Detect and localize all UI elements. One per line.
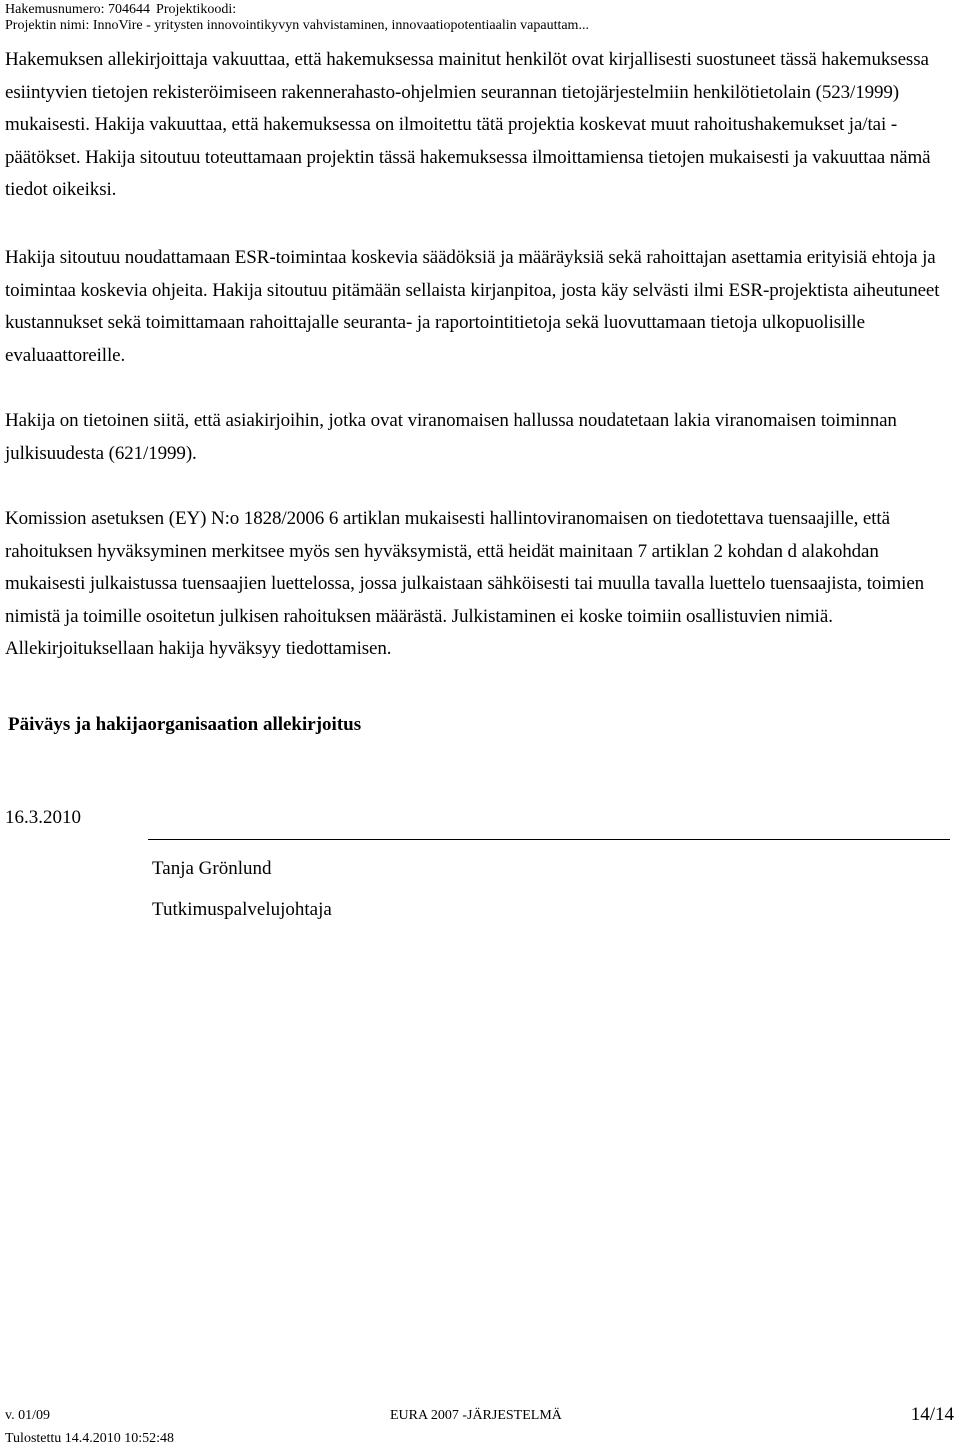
header-line-1	[5, 2, 589, 18]
project-code: Projektikoodi:	[156, 2, 237, 17]
footer-system-name: EURA 2007 -JÄRJESTELMÄ	[390, 1408, 562, 1423]
document-header	[5, 2, 589, 34]
signatory-title: Tutkimuspalvelujohtaja	[152, 899, 332, 920]
page-number: 14/14	[910, 1404, 954, 1425]
paragraph-consent: Hakemuksen allekirjoittaja vakuuttaa, että hakemuksessa mainitut henkilöt ovat kirjallisesti suostuneet tässä hakemuksessa esiintyvien tietojen rekisteröimiseen rakennerahasto-ohjelmien seurannan tietojärjestelmiin henkilötietolain (523/1999) mukaisesti. Hakija vakuuttaa, että hakemuksessa on ilmoitettu tätä projektia koskevat muut rahoitushakemukset ja/tai -päätökset. Hakija sitoutuu toteuttamaan projektin tässä hakemuksessa ilmoittamiensa tietojen mukaisesti ja vakuuttaa nämä tiedot oikeiksi.	[5, 49, 931, 200]
signatory-name: Tanja Grönlund	[152, 858, 272, 879]
signature-heading: Päiväys ja hakijaorganisaation allekirjoitus	[8, 714, 362, 735]
footer-printed-timestamp: Tulostettu 14.4.2010 10:52:48	[5, 1431, 175, 1446]
paragraph-commission-regulation: Komission asetuksen (EY) N:o 1828/2006 6 artiklan mukaisesti hallintoviranomaisen on tiedotettava tuensaajille, että rahoituksen hyväksyminen merkitsee myös sen hyväksymistä, että heidät mainitaan 7 artiklan 2 kohdan d alakohdan mukaisesti julkaistussa tuensaajien luettelossa, jossa julkaistaan sähköisesti tai muulla tavalla luettelo tuensaajista, toimien nimistä ja toimille osoitetun julkisen rahoituksen määrästä. Julkistaminen ei koske toimiin osallistuvien nimiä. Allekirjoituksellaan hakija hyväksyy tiedottamisen.	[5, 508, 925, 659]
paragraph-esr-obligations: Hakija sitoutuu noudattamaan ESR-toimintaa koskevia säädöksiä ja määräyksiä sekä rahoittajan asettamia erityisiä ehtoja ja toimintaa koskevia ohjeita. Hakija sitoutuu pitämään sellaista kirjanpitoa, josta käy selvästi ilmi ESR-projektista aiheutuneet kustannukset sekä toimittamaan rahoittajalle seuranta- ja raportointitietoja sekä luovuttamaan tietoja ulkopuolisille evaluaattoreille.	[5, 247, 940, 366]
application-number: Hakemusnumero: 704644	[5, 2, 151, 17]
project-name: Projektin nimi: InnoVire - yritysten innovointikyvyn vahvistaminen, innovaatiopotentiaalin vapauttam...	[5, 18, 589, 33]
signature-line	[148, 839, 950, 840]
paragraph-publicity-law: Hakija on tietoinen siitä, että asiakirjoihin, jotka ovat viranomaisen hallussa noudatetaan lakia viranomaisen toiminnan julkisuudesta (621/1999).	[5, 410, 897, 464]
signature-date: 16.3.2010	[5, 807, 81, 828]
footer-version: v. 01/09	[5, 1408, 50, 1423]
